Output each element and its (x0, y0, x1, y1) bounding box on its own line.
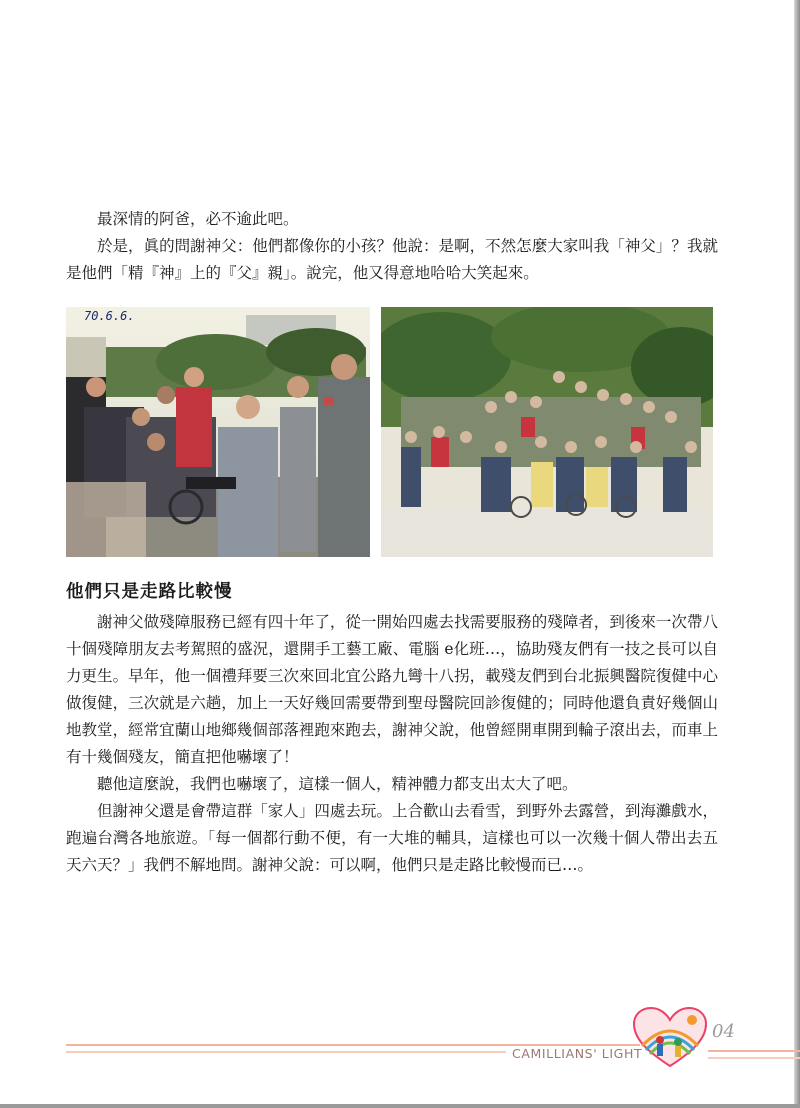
photo-date-stamp: 70.6.6. (84, 309, 135, 323)
photo-street-visit (66, 307, 370, 557)
page-number: 04 (712, 1021, 735, 1042)
footer-rule-secondary (66, 1051, 506, 1053)
magazine-brand: CAMILLIANS' LIGHT (512, 1046, 643, 1061)
page-edge-shadow (794, 0, 800, 1108)
intro-paragraph-1: 最深情的阿爸，必不逾此吧。 (97, 210, 299, 228)
section-paragraph-3: 但謝神父還是會帶這群「家人」四處去玩。上合歡山去看雪，到野外去露營，到海灘戲水，跑遍台灣各地旅遊。「每一個都行動不便，有一大堆的輔具，這樣也可以一次幾十個人帶出去五天六天？」我們不解地問。謝神父說：可以啊，他們只是走路比較慢而已…。 (66, 802, 718, 874)
section-body (66, 609, 718, 879)
photo-group-garden-image (381, 307, 713, 557)
page-bottom-edge (0, 1104, 800, 1108)
footer-rule-right (708, 1050, 800, 1052)
intro-text (66, 206, 718, 287)
intro-paragraph-2: 於是，眞的問謝神父：他們都像你的小孩？他說：是啊，不然怎麼大家叫我「神父」？我就是他們「精『神』上的『父』親」。說完，他又得意地哈哈大笑起來。 (66, 237, 718, 282)
section-paragraph-2: 聽他這麼說，我們也嚇壞了，這樣一個人，精神體力都支出太大了吧。 (97, 775, 578, 793)
photo-street-visit-image (66, 307, 370, 557)
photo-group-garden (381, 307, 713, 557)
heart-logo-icon (632, 1006, 708, 1070)
section-heading: 他們只是走路比較慢 (66, 582, 233, 602)
section-paragraph-1: 謝神父做殘障服務已經有四十年了，從一開始四處去找需要服務的殘障者，到後來一次帶八十個殘障朋友去考駕照的盛況，還開手工藝工廠、電腦 e化班…，協助殘友們有一技之長可以自力更生。早年，他一個禮拜要三次來回北宜公路九彎十八拐，載殘友們到台北振興醫院復健中心做復健，三次就是六趟，加上一天好幾回需要帶到聖母醫院回診復健的；同時他還負責好幾個山地教堂，經常宜蘭山地鄉幾個部落裡跑來跑去，謝神父說，他曾經開車開到輪子滾出去，而車上有十幾個殘友，簡直把他嚇壞了！ (66, 613, 718, 766)
footer-rule-right-secondary (708, 1057, 800, 1059)
